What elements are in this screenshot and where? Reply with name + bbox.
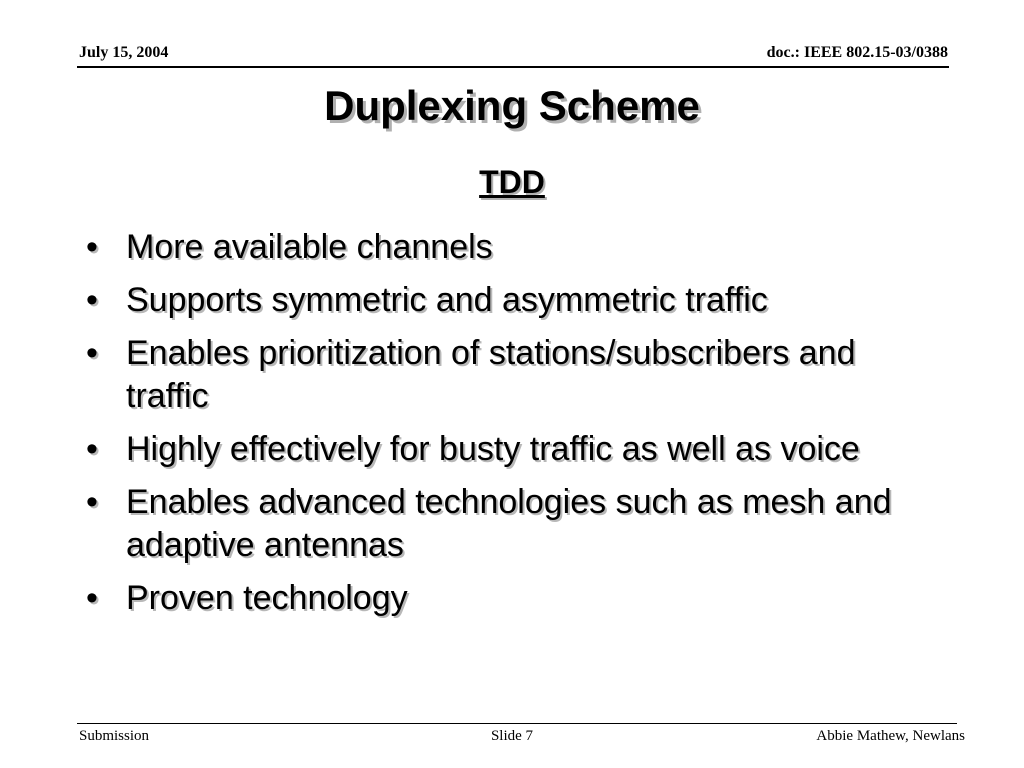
bullet-text: Enables advanced technologies such as mesh and adaptive antennas bbox=[126, 483, 892, 564]
header-doc-number: doc.: IEEE 802.15-03/0388 bbox=[766, 44, 948, 61]
bullet-icon: • bbox=[86, 334, 98, 372]
bullet-item bbox=[86, 577, 936, 620]
footer-author: Abbie Mathew, Newlans bbox=[816, 728, 965, 744]
footer-divider bbox=[77, 723, 957, 724]
bullet-list bbox=[86, 226, 936, 630]
footer-slide-number: Slide 7 bbox=[490, 728, 534, 744]
slide-subtitle: TDD bbox=[479, 164, 545, 200]
bullet-item bbox=[86, 332, 936, 418]
bullet-text: More available channels bbox=[126, 228, 493, 266]
bullet-text: Highly effectively for busty traffic as well as voice bbox=[126, 430, 860, 468]
bullet-text: Enables prioritization of stations/subscribers and traffic bbox=[126, 334, 856, 415]
bullet-icon: • bbox=[86, 281, 98, 319]
bullet-text: Proven technology bbox=[126, 579, 408, 617]
bullet-icon: • bbox=[86, 483, 98, 521]
bullet-item bbox=[86, 226, 936, 269]
bullet-item bbox=[86, 481, 936, 567]
header-date: July 15, 2004 bbox=[79, 44, 169, 61]
bullet-text: Supports symmetric and asymmetric traffic bbox=[126, 281, 768, 319]
bullet-item bbox=[86, 279, 936, 322]
footer-submission: Submission bbox=[79, 728, 150, 744]
bullet-icon: • bbox=[86, 228, 98, 266]
bullet-icon: • bbox=[86, 430, 98, 468]
bullet-item bbox=[86, 428, 936, 471]
slide-title: Duplexing Scheme bbox=[324, 82, 700, 129]
bullet-icon: • bbox=[86, 579, 98, 617]
header-divider bbox=[77, 66, 949, 68]
